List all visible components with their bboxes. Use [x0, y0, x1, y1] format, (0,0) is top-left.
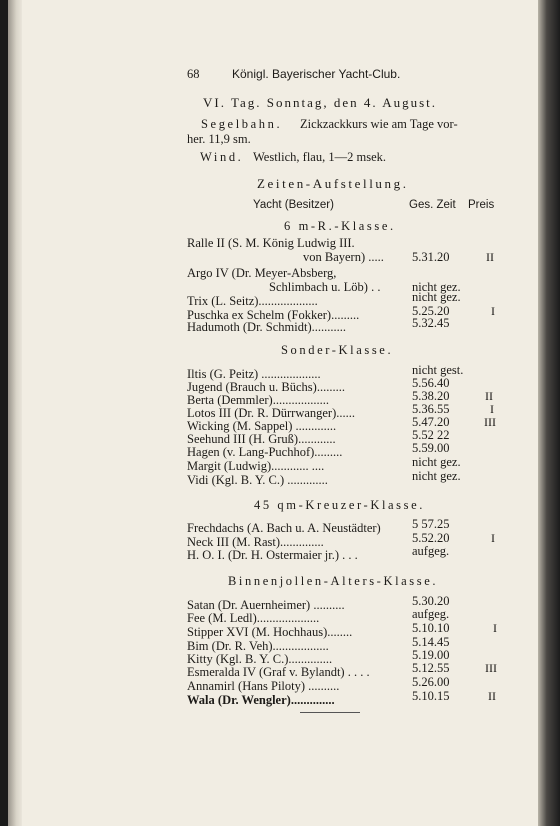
table-title: Zeiten-Aufstellung. [257, 176, 409, 191]
table-row-yacht: Wala (Dr. Wengler).............. [187, 693, 335, 707]
class-title: Binnenjollen-Alters-Klasse. [228, 574, 439, 588]
table-row-time: 5.47.20 [412, 415, 450, 429]
course-text-line1: Zickzackkurs wie am Tage vor- [300, 117, 458, 131]
table-row-yacht-cont: Schlimbach u. Löb) . . [269, 280, 381, 294]
table-row-time: 5.32.45 [412, 316, 450, 330]
day-title: VI. Tag. Sonntag, den 4. August. [203, 95, 438, 110]
table-row-time: nicht gest. [412, 363, 464, 377]
class-title: 6 m-R.-Klasse. [284, 219, 396, 233]
table-row-prize: II [486, 250, 494, 264]
class-title: 45 qm-Kreuzer-Klasse. [254, 498, 425, 512]
table-row-time: aufgeg. [412, 607, 450, 621]
end-rule [300, 712, 360, 713]
table-row-yacht: Esmeralda IV (Graf v. Bylandt) . . . . [187, 665, 370, 679]
table-row-prize: II [485, 389, 493, 403]
table-row-yacht: Fee (M. Ledl).................... [187, 611, 320, 625]
table-row-time: 5.52.20 [412, 531, 450, 545]
page-edge [538, 0, 560, 826]
table-row-prize: II [488, 689, 496, 703]
table-row-time: nicht gez. [412, 455, 461, 469]
page-number: 68 [187, 67, 200, 81]
table-row-time: 5.56.40 [412, 376, 450, 390]
table-row-time: 5.14.45 [412, 635, 450, 649]
table-row-time: 5.10.10 [412, 621, 450, 635]
table-row-prize: III [484, 415, 496, 429]
table-row-yacht: Satan (Dr. Auernheimer) .......... [187, 598, 345, 612]
wind-text: Westlich, flau, 1—2 msek. [253, 150, 386, 164]
table-row-yacht: Puschka ex Schelm (Fokker)......... [187, 308, 360, 322]
table-row-yacht: Hagen (v. Lang-Puchhof)......... [187, 445, 343, 459]
table-row-yacht: Neck III (M. Rast).............. [187, 535, 324, 549]
table-row-yacht: Annamirl (Hans Piloty) .......... [187, 679, 340, 693]
table-row-time: 5.26.00 [412, 675, 450, 689]
table-row-time: 5.19.00 [412, 648, 450, 662]
table-row-time: nicht gez. [412, 469, 461, 483]
table-row-yacht: Lotos III (Dr. R. Dürrwanger)...... [187, 406, 356, 420]
table-row-time: 5.12.55 [412, 661, 450, 675]
col-header-time: Ges. Zeit [409, 199, 456, 211]
table-row-yacht: Kitty (Kgl. B. Y. C.).............. [187, 652, 333, 666]
table-row-time: 5.25.20 [412, 304, 450, 318]
wind-label: Wind. [200, 150, 244, 164]
table-row-yacht: Stipper XVI (M. Hochhaus)........ [187, 625, 353, 639]
table-row-prize: I [493, 621, 497, 635]
class-title: Sonder-Klasse. [281, 343, 394, 357]
table-row-yacht: Jugend (Brauch u. Büchs)......... [187, 380, 345, 394]
table-row-yacht: Argo IV (Dr. Meyer-Absberg, [187, 266, 337, 280]
table-row-time: 5.59.00 [412, 441, 450, 455]
table-row-yacht: Wicking (M. Sappel) ............. [187, 419, 337, 433]
table-row-yacht: Bim (Dr. R. Veh).................. [187, 639, 329, 653]
table-row-yacht: Hadumoth (Dr. Schmidt)........... [187, 320, 347, 334]
table-row-yacht: Seehund III (H. Gruß)............ [187, 432, 336, 446]
running-title: Königl. Bayerischer Yacht-Club. [232, 67, 401, 81]
col-header-yacht: Yacht (Besitzer) [253, 199, 334, 211]
table-row-time: nicht gez. [412, 280, 461, 294]
table-row-yacht-cont: von Bayern) ..... [303, 250, 384, 264]
table-row-yacht: Trix (L. Seitz)................... [187, 294, 318, 308]
table-row-time: 5.52 22 [412, 428, 450, 442]
table-row-yacht: Iltis (G. Peitz) ................... [187, 367, 321, 381]
table-row-prize: III [485, 661, 497, 675]
course-text-line2: her. 11,9 sm. [187, 132, 251, 146]
col-header-prize: Preis [468, 199, 495, 211]
table-row-yacht: Margit (Ludwig)............ .... [187, 459, 325, 473]
book-spine-shadow [0, 0, 8, 826]
table-row-time: 5.36.55 [412, 402, 450, 416]
table-row-time: aufgeg. [412, 544, 450, 558]
table-row-time: 5.38.20 [412, 389, 450, 403]
book-gutter [8, 0, 22, 826]
course-label: Segelbahn. [201, 117, 283, 131]
table-row-yacht: Berta (Demmler).................. [187, 393, 329, 407]
table-row-time: 5.30.20 [412, 594, 450, 608]
table-row-yacht: H. O. I. (Dr. H. Ostermaier jr.) . . . [187, 548, 358, 562]
table-row-yacht: Ralle II (S. M. König Ludwig III. [187, 236, 355, 250]
table-row-yacht: Vidi (Kgl. B. Y. C.) ............. [187, 473, 328, 487]
table-row-yacht: Frechdachs (A. Bach u. A. Neustädter) [187, 521, 381, 535]
table-row-time: 5.31.20 [412, 250, 450, 264]
table-row-time: 5.10.15 [412, 689, 450, 703]
table-row-time: 5 57.25 [412, 517, 450, 531]
table-row-prize: I [491, 531, 495, 545]
table-row-prize: I [491, 304, 495, 318]
table-row-time: nicht gez. [412, 290, 461, 304]
table-row-prize: I [490, 402, 494, 416]
